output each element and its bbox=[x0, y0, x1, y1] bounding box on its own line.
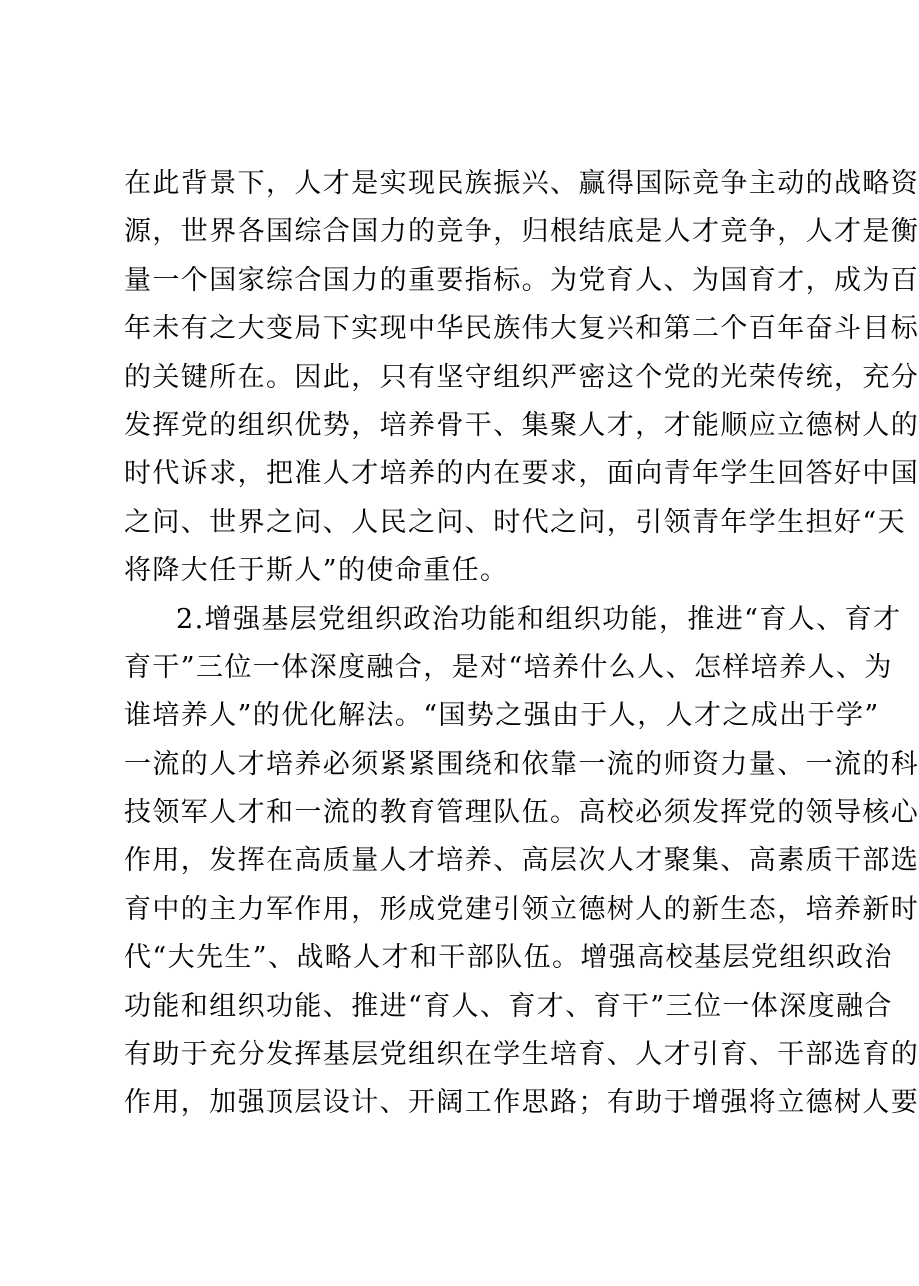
text-line: 功能和组织功能、推进“育人、育才、育干”三位一体深度融合 bbox=[124, 990, 893, 1022]
text-line: 代“大先生”、战略人才和干部队伍。增强高校基层党组织政治 bbox=[124, 942, 893, 974]
text-line: 2.增强基层党组织政治功能和组织功能，推进“育人、育才 bbox=[176, 603, 902, 635]
text-line: 发挥党的组织优势，培养骨干、集聚人才，才能顺应立德树人的 bbox=[124, 409, 919, 441]
document-body bbox=[124, 160, 919, 1128]
text-line: 的关键所在。因此，只有坚守组织严密这个党的光荣传统，充分 bbox=[124, 361, 919, 393]
text-line: 技领军人才和一流的教育管理队伍。高校必须发挥党的领导核心 bbox=[124, 797, 919, 829]
text-line: 育干”三位一体深度融合，是对“培养什么人、怎样培养人、为 bbox=[124, 651, 893, 683]
text-line: 有助于充分发挥基层党组织在学生培育、人才引育、干部选育的 bbox=[124, 1039, 919, 1071]
text-line: 一流的人才培养必须紧紧围绕和依靠一流的师资力量、一流的科 bbox=[124, 748, 919, 780]
text-line: 作用，加强顶层设计、开阔工作思路；有助于增强将立德树人要 bbox=[124, 1087, 919, 1119]
text-line: 量一个国家综合国力的重要指标。为党育人、为国育才，成为百 bbox=[124, 264, 919, 296]
text-line: 之问、世界之问、人民之问、时代之问，引领青年学生担好“天 bbox=[124, 506, 907, 538]
text-line: 源，世界各国综合国力的竞争，归根结底是人才竞争，人才是衡 bbox=[124, 216, 919, 248]
text-line: 作用，发挥在高质量人才培养、高层次人才聚集、高素质干部选 bbox=[124, 845, 919, 877]
text-line: 时代诉求，把准人才培养的内在要求，面向青年学生回答好中国 bbox=[124, 458, 919, 490]
text-line: 年未有之大变局下实现中华民族伟大复兴和第二个百年奋斗目标 bbox=[124, 313, 919, 345]
text-line: 将降大任于斯人”的使命重任。 bbox=[124, 555, 509, 587]
text-line: 育中的主力军作用，形成党建引领立德树人的新生态，培养新时 bbox=[124, 893, 919, 925]
paragraph-2 bbox=[124, 596, 919, 1128]
text-line: 在此背景下，人才是实现民族振兴、赢得国际竞争主动的战略资 bbox=[124, 168, 919, 199]
paragraph-1 bbox=[124, 160, 919, 596]
text-line: 谁培养人”的优化解法。“国势之强由于人，人才之成出于学” bbox=[124, 700, 880, 732]
